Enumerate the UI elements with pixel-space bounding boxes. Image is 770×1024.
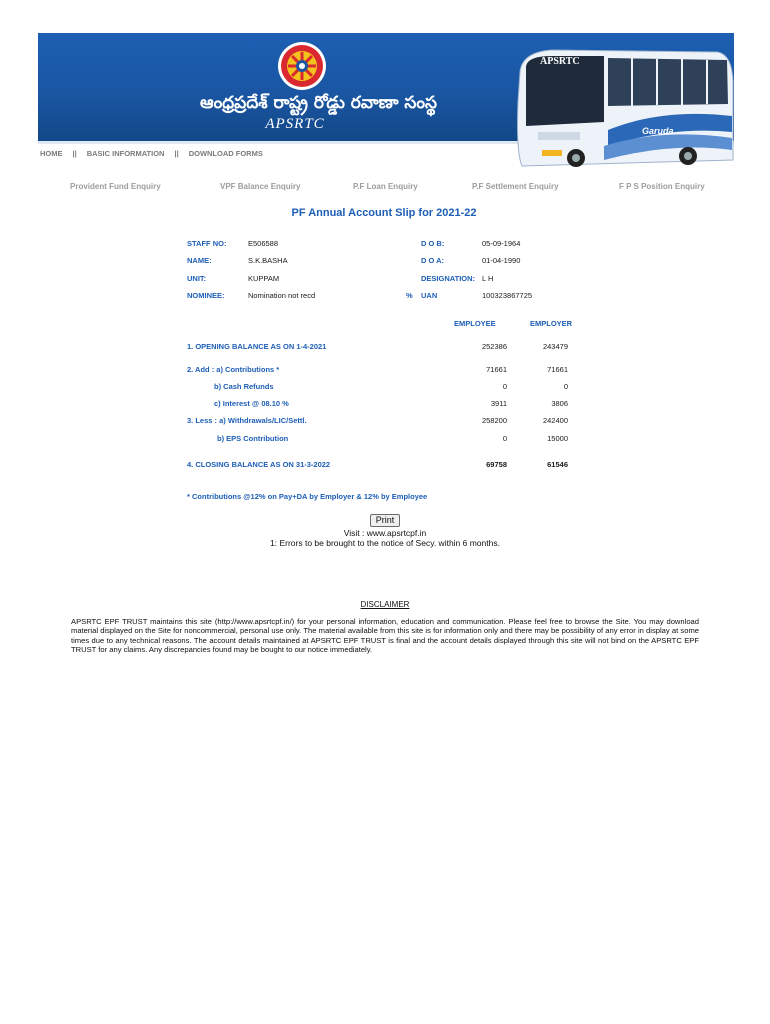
disclaimer-heading: DISCLAIMER xyxy=(360,600,410,609)
ledger-employee-value: 71661 xyxy=(486,365,507,374)
page-title: PF Annual Account Slip for 2021-22 xyxy=(291,207,477,219)
ledger-employer-value: 15000 xyxy=(547,434,568,443)
top-navigation xyxy=(40,149,263,158)
ledger-row-label: 4. CLOSING BALANCE AS ON 31-3-2022 xyxy=(187,460,331,469)
ledger-row-label: b) Cash Refunds xyxy=(214,382,274,391)
nav-separator: || xyxy=(174,149,179,158)
pf-enquiry-link[interactable]: Provident Fund Enquiry xyxy=(70,182,161,191)
ledger-employer-value: 3806 xyxy=(551,399,568,408)
staff-no-value: E506588 xyxy=(248,239,279,248)
designation-label: DESIGNATION: xyxy=(421,274,476,283)
contribution-note: * Contributions @12% on Pay+DA by Employer & 12% by Employee xyxy=(187,492,428,501)
ledger-employer-value: 242400 xyxy=(542,416,568,425)
designation-value: L H xyxy=(482,274,494,283)
staff-no-label: STAFF NO: xyxy=(187,239,227,248)
ledger-employee-value: 0 xyxy=(502,382,507,391)
employee-column-header: EMPLOYEE xyxy=(454,319,496,328)
name-label: NAME: xyxy=(187,256,212,265)
percent-label: % xyxy=(406,291,413,300)
unit-label: UNIT: xyxy=(187,274,207,283)
pf-settlement-enquiry-link[interactable]: P.F Settlement Enquiry xyxy=(472,182,559,191)
fps-position-enquiry-link[interactable]: F P S Position Enquiry xyxy=(619,182,705,191)
ledger-employee-value: 252386 xyxy=(481,342,507,351)
ledger-row-label: c) Interest @ 08.10 % xyxy=(214,399,289,408)
print-button[interactable]: Print xyxy=(370,514,400,527)
pf-loan-enquiry-link[interactable]: P.F Loan Enquiry xyxy=(353,182,418,191)
ledger-employer-value: 243479 xyxy=(542,342,568,351)
nav-download-forms-link[interactable]: DOWNLOAD FORMS xyxy=(188,149,263,158)
nominee-value: Nomination not recd xyxy=(248,291,316,300)
disclaimer-text: APSRTC EPF TRUST maintains this site (http://www.apsrtcpf.in/) for your personal information, education and communication. Please feel free to browse the Site. You may download material displayed on the Site for noncommercial, personal use only. The material available from this site is for information only and there may be possibility of any error in display at some times due to any technical reasons. The account details maintained at APSRTC EPF TRUST is final and the account details displayed through this site will not bind on the APSRTC EPF TRUST for any claims. Any discrepancies found may be bought to our notice immediately. xyxy=(71,617,699,655)
ledger-row-label: b) EPS Contribution xyxy=(217,434,289,443)
ledger-employer-value: 0 xyxy=(563,382,568,391)
ledger-employee-value: 69758 xyxy=(486,460,507,469)
errors-notice-text: 1: Errors to be brought to the notice of Secy. within 6 months. xyxy=(270,538,500,548)
ledger-row-label: 1. OPENING BALANCE AS ON 1-4-2021 xyxy=(187,342,327,351)
bus-brand-text: APSRTC xyxy=(540,56,580,67)
doa-label: D O A: xyxy=(421,256,445,265)
vpf-enquiry-link[interactable]: VPF Balance Enquiry xyxy=(220,182,301,191)
apsrtc-logo-icon xyxy=(277,41,327,91)
ledger-employer-value: 71661 xyxy=(547,365,568,374)
name-value: S.K.BASHA xyxy=(248,256,288,265)
dob-value: 05-09-1964 xyxy=(482,239,521,248)
ledger-employee-value: 258200 xyxy=(481,416,507,425)
ledger-row-label: 3. Less : a) Withdrawals/LIC/Settl. xyxy=(187,416,307,425)
ledger-employee-value: 3911 xyxy=(490,399,507,408)
doa-value: 01-04-1990 xyxy=(482,256,521,265)
ledger-employer-value: 61546 xyxy=(547,460,568,469)
uan-value: 100323867725 xyxy=(482,291,533,300)
uan-label: UAN xyxy=(421,291,438,300)
employer-column-header: EMPLOYER xyxy=(530,319,573,328)
nav-basic-information-link[interactable]: BASIC INFORMATION xyxy=(86,149,165,158)
nav-home-link[interactable]: HOME xyxy=(40,149,63,158)
telugu-org-name: ఆంధ్రప్రదేశ్ రాష్ట్ర రోడ్డు రవాణా సంస్థ xyxy=(200,93,437,113)
bus-image xyxy=(512,42,734,168)
bus-model-text: Garuda xyxy=(642,126,674,136)
nav-separator: || xyxy=(72,149,77,158)
dob-label: D O B: xyxy=(421,239,445,248)
ledger-employee-value: 0 xyxy=(502,434,507,443)
unit-value: KUPPAM xyxy=(248,274,280,283)
visit-website-text: Visit : www.apsrtcpf.in xyxy=(343,528,427,538)
ledger-row-label: 2. Add : a) Contributions * xyxy=(187,365,280,374)
brand-name: APSRTC xyxy=(265,116,325,132)
nominee-label: NOMINEE: xyxy=(187,291,225,300)
